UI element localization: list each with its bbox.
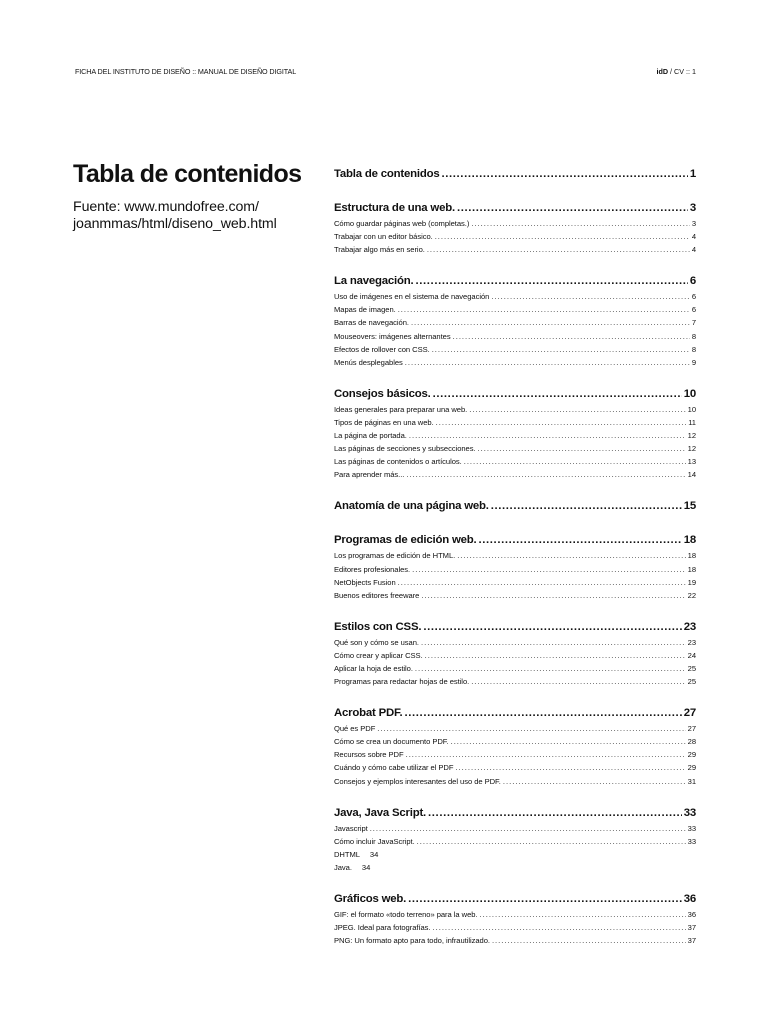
toc-section (334, 273, 696, 369)
toc-chapter-page: 15 (683, 500, 696, 513)
toc-subentry-page: 34 (361, 862, 371, 872)
dot-leader (491, 498, 682, 515)
dot-leader (408, 891, 682, 908)
toc-chapter-title: Consejos básicos. (334, 387, 431, 400)
toc-subentry-page: 27 (687, 724, 696, 734)
toc-chapter-title: Acrobat PDF. (334, 707, 403, 720)
dot-leader (471, 217, 689, 230)
toc-chapter-title: Tabla de contenidos (334, 168, 440, 180)
toc-subentry[interactable] (334, 455, 696, 468)
toc-section (334, 705, 696, 787)
toc-subentry[interactable] (334, 662, 696, 675)
toc-chapter-entry[interactable] (334, 200, 696, 217)
toc-subentry-page: 29 (687, 750, 696, 760)
toc-section (334, 166, 696, 183)
toc-subentry[interactable] (334, 921, 696, 934)
dot-leader (421, 636, 686, 649)
toc-subentry[interactable] (334, 343, 696, 356)
toc-chapter-page: 6 (689, 275, 696, 288)
toc-subentry-title: Trabajar con un editor básico. (334, 232, 433, 242)
toc-subentry[interactable] (334, 835, 696, 848)
toc-subentry-title: Uso de imágenes en el sistema de navegación (334, 292, 490, 302)
toc-subentry-title: Qué son y cómo se usan. (334, 637, 419, 647)
dot-leader (428, 805, 682, 822)
toc-subentry[interactable] (334, 316, 696, 329)
toc-subentry-title: Buenos editores freeware (334, 590, 420, 600)
toc-chapter-entry[interactable] (334, 386, 696, 403)
toc-subentry[interactable] (334, 748, 696, 761)
source-note: Fuente: www.mundofree.com/ joanmmas/html/diseno_web.html (73, 199, 277, 232)
toc-subentry[interactable] (334, 735, 696, 748)
toc-subentry[interactable] (334, 468, 696, 481)
toc-subentry-page: 6 (691, 292, 696, 302)
toc-subentry-page: 19 (687, 577, 696, 587)
toc-chapter-title: Estilos con CSS. (334, 620, 422, 633)
toc-subentry-title: Cómo incluir JavaScript. (334, 836, 415, 846)
toc-subentry-page: 6 (691, 305, 696, 315)
toc-subentry-page: 4 (691, 245, 696, 255)
toc-subentry[interactable] (334, 822, 696, 835)
dot-leader (491, 290, 690, 303)
toc-subentry-title: Cómo crear y aplicar CSS. (334, 650, 423, 660)
toc-subentry[interactable] (334, 563, 696, 576)
dot-leader (432, 343, 690, 356)
toc-subentry[interactable] (334, 576, 696, 589)
toc-subentry[interactable] (334, 330, 696, 343)
toc-subentry-page: 10 (687, 404, 696, 414)
toc-subentry-title: DHTML (334, 849, 360, 859)
dot-leader (441, 166, 687, 183)
toc-subentry-page: 7 (691, 318, 696, 328)
toc-chapter-page: 1 (689, 168, 696, 180)
toc-subentry-page: 25 (687, 663, 696, 673)
toc-chapter-page: 23 (683, 620, 696, 633)
dot-leader (412, 563, 686, 576)
toc-subentry-title: Efectos de rollover con CSS. (334, 344, 430, 354)
dot-leader (417, 835, 686, 848)
toc-subentry-title: Las páginas de contenidos o artículos. (334, 457, 462, 467)
toc-subentry-page: 36 (687, 910, 696, 919)
toc-subentry[interactable] (334, 356, 696, 369)
toc-subentry[interactable] (334, 861, 696, 874)
toc-subentry[interactable] (334, 290, 696, 303)
dot-leader (409, 429, 686, 442)
toc-subentry-page: 11 (688, 417, 696, 427)
toc-section (334, 891, 696, 947)
toc-chapter-page: 10 (683, 387, 696, 400)
toc-section (334, 619, 696, 688)
toc-subentry-title: Cómo se crea un documento PDF. (334, 737, 449, 747)
toc-chapter-entry[interactable] (334, 498, 696, 515)
dot-leader (436, 416, 687, 429)
dot-leader (471, 675, 685, 688)
toc-subentry-page: 23 (687, 637, 696, 647)
toc-chapter-entry[interactable] (334, 619, 696, 636)
toc-subentry-title: Editores profesionales. (334, 564, 411, 574)
toc-subentry-title: PNG: Un formato apto para todo, infrautilizado. (334, 936, 490, 946)
dot-leader (433, 386, 682, 403)
toc-subentry-title: Mouseovers: imágenes alternantes (334, 331, 451, 341)
toc-subentry-page: 34 (369, 849, 379, 859)
dot-leader (432, 921, 685, 934)
toc-subentry-page: 28 (687, 737, 696, 747)
toc-chapter-title: Programas de edición web. (334, 534, 477, 547)
toc-subentry[interactable] (334, 649, 696, 662)
toc-chapter-title: La navegación. (334, 275, 414, 288)
toc-subentry[interactable] (334, 416, 696, 429)
toc-chapter-title: Estructura de una web. (334, 202, 455, 214)
toc-subentry[interactable] (334, 243, 696, 256)
toc-subentry-page: 8 (691, 344, 696, 354)
toc-subentry[interactable] (334, 848, 696, 861)
toc-subentry-title: Qué es PDF (334, 724, 376, 734)
toc-subentry[interactable] (334, 549, 696, 562)
toc-subentry-title: La página de portada. (334, 431, 407, 441)
toc-subentry[interactable] (334, 775, 696, 788)
dot-leader (406, 748, 686, 761)
toc-subentry-title: Barras de navegación. (334, 318, 409, 328)
dot-leader (423, 619, 681, 636)
toc-subentry-page: 12 (687, 444, 696, 454)
toc-subentry-title: Cómo guardar páginas web (completas.) (334, 219, 470, 228)
toc-subentry-title: Javascript (334, 823, 368, 833)
toc-subentry[interactable] (334, 908, 696, 921)
dot-leader (398, 576, 686, 589)
toc-section (334, 386, 696, 482)
toc-subentry-title: Las páginas de secciones y subsecciones. (334, 444, 476, 454)
toc-subentry-title: Menús desplegables (334, 357, 403, 367)
dot-leader (492, 934, 686, 947)
dot-leader (370, 822, 686, 835)
dot-leader (398, 303, 690, 316)
toc-chapter-page: 27 (683, 707, 696, 720)
dot-leader (469, 403, 685, 416)
toc-subentry-title: Para aprender más... (334, 470, 405, 480)
dot-leader (464, 455, 686, 468)
toc-chapter-page: 18 (683, 534, 696, 547)
toc-subentry[interactable] (334, 675, 696, 688)
table-of-contents (334, 166, 696, 964)
toc-subentry-title: Trabajar algo más en serio. (334, 245, 425, 255)
toc-subentry[interactable] (334, 761, 696, 774)
toc-subentry[interactable] (334, 442, 696, 455)
toc-subentry-page: 3 (691, 219, 696, 228)
toc-section (334, 200, 696, 256)
toc-subentry-page: 4 (691, 232, 696, 242)
toc-subentry[interactable] (334, 589, 696, 602)
dot-leader (425, 649, 686, 662)
dot-leader (427, 243, 690, 256)
dot-leader (416, 273, 688, 290)
toc-section (334, 805, 696, 874)
toc-chapter-entry[interactable] (334, 532, 696, 549)
dot-leader (453, 330, 690, 343)
toc-subentry-title: Aplicar la hoja de estilo. (334, 663, 413, 673)
dot-leader (405, 705, 682, 722)
toc-section (334, 532, 696, 601)
toc-subentry-page: 24 (687, 650, 696, 660)
toc-chapter-title: Anatomía de una página web. (334, 500, 489, 513)
toc-subentry[interactable] (334, 230, 696, 243)
toc-chapter-entry[interactable] (334, 166, 696, 183)
toc-chapter-title: Gráficos web. (334, 893, 407, 905)
toc-subentry-page: 18 (687, 551, 696, 561)
toc-chapter-entry[interactable] (334, 705, 696, 722)
page-indicator-brand: idD (656, 67, 669, 76)
toc-subentry-page: 9 (691, 357, 696, 367)
dot-leader (406, 468, 685, 481)
dot-leader (457, 549, 685, 562)
dot-leader (479, 532, 682, 549)
dot-leader (479, 908, 685, 921)
toc-section (334, 498, 696, 515)
toc-subentry-page: 12 (687, 431, 696, 441)
toc-subentry-page: 29 (687, 763, 696, 773)
dot-leader (503, 775, 686, 788)
toc-chapter-title: Java, Java Script. (334, 806, 427, 819)
toc-subentry[interactable] (334, 429, 696, 442)
toc-subentry[interactable] (334, 636, 696, 649)
toc-subentry-page: 37 (687, 936, 696, 946)
toc-subentry-page: 13 (687, 457, 696, 467)
dot-leader (435, 230, 690, 243)
toc-subentry-page: 37 (687, 923, 696, 933)
running-header: FICHA DEL INSTITUTO DE DISEÑO :: MANUAL DE DISEÑO DIGITAL (75, 67, 297, 76)
toc-subentry-page: 18 (687, 564, 696, 574)
toc-subentry[interactable] (334, 722, 696, 735)
toc-subentry-title: Recursos sobre PDF (334, 750, 404, 760)
dot-leader (377, 722, 685, 735)
dot-leader (451, 735, 686, 748)
toc-subentry[interactable] (334, 934, 696, 947)
toc-chapter-page: 3 (689, 202, 696, 214)
toc-subentry-title: Tipos de páginas en una web. (334, 417, 434, 427)
dot-leader (478, 442, 686, 455)
page-indicator-number: / CV :: 1 (668, 67, 696, 76)
dot-leader (411, 316, 690, 329)
toc-subentry-title: Java. (334, 862, 352, 872)
toc-subentry[interactable] (334, 217, 696, 230)
toc-subentry-title: JPEG. Ideal para fotografías. (334, 923, 431, 933)
toc-subentry-title: Programas para redactar hojas de estilo. (334, 677, 470, 687)
dot-leader (421, 589, 685, 602)
toc-subentry-page: 14 (687, 470, 696, 480)
toc-subentry-title: Cuándo y cómo cabe utilizar el PDF (334, 763, 454, 773)
toc-chapter-entry[interactable] (334, 273, 696, 290)
toc-subentry-title: Mapas de imagen. (334, 305, 396, 315)
toc-subentry-page: 8 (691, 331, 696, 341)
page-title: Tabla de contenidos (73, 160, 302, 188)
dot-leader (415, 662, 686, 675)
toc-subentry-page: 33 (687, 823, 696, 833)
toc-subentry-page: 31 (687, 776, 696, 786)
toc-chapter-page: 36 (683, 893, 696, 905)
toc-subentry-title: GIF: el formato «todo terreno» para la web. (334, 910, 478, 919)
toc-subentry-title: Consejos y ejemplos interesantes del uso de PDF. (334, 776, 501, 786)
toc-subentry-title: NetObjects Fusion (334, 577, 396, 587)
toc-subentry[interactable] (334, 403, 696, 416)
dot-leader (405, 356, 690, 369)
toc-subentry-page: 33 (687, 836, 696, 846)
dot-leader (457, 200, 688, 217)
toc-subentry-title: Los programas de edición de HTML. (334, 551, 456, 561)
page-indicator (656, 67, 696, 76)
toc-chapter-entry[interactable] (334, 891, 696, 908)
toc-subentry-title: Ideas generales para preparar una web. (334, 404, 468, 414)
dot-leader (455, 761, 685, 774)
toc-chapter-page: 33 (683, 806, 696, 819)
toc-subentry[interactable] (334, 303, 696, 316)
toc-chapter-entry[interactable] (334, 805, 696, 822)
toc-subentry-page: 25 (687, 677, 696, 687)
toc-subentry-page: 22 (687, 590, 696, 600)
